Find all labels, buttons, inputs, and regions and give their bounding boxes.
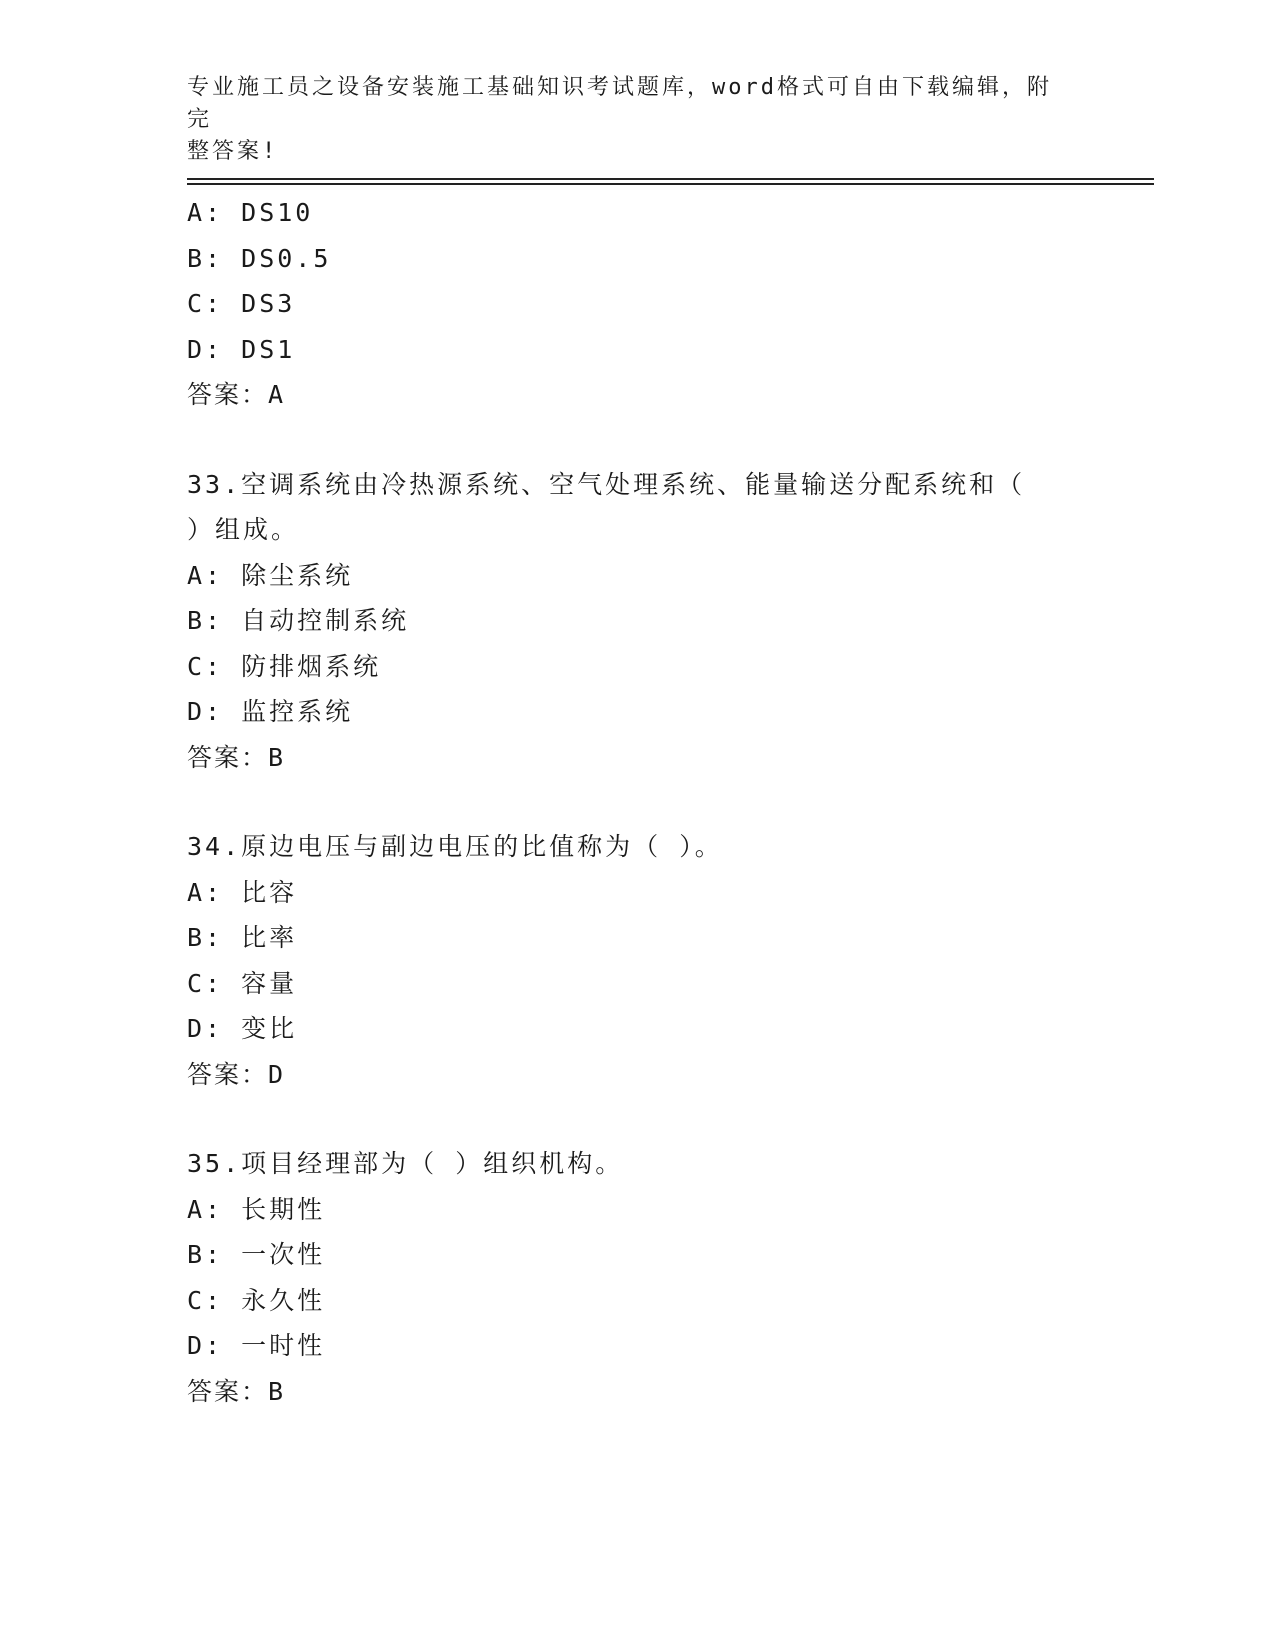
header-rule-bottom xyxy=(187,183,1154,185)
header-line-2: 整答案! xyxy=(187,139,279,164)
option-c: C: 永久性 xyxy=(187,1285,326,1315)
question-block-35 xyxy=(187,1141,1087,1414)
option-b: B: 比率 xyxy=(187,923,298,952)
option-d: D: DS1 xyxy=(187,334,296,364)
question-block-34 xyxy=(187,824,1087,1097)
option-d: D: 变比 xyxy=(187,1014,298,1043)
question-block-33 xyxy=(187,462,1087,781)
option-a: A: 长期性 xyxy=(187,1194,326,1224)
answer-line: 答案：B xyxy=(187,742,286,772)
question-text-line-2: ）组成。 xyxy=(187,515,300,544)
answer-line: 答案：B xyxy=(187,1376,286,1406)
option-a: A: 比容 xyxy=(187,877,298,907)
question-text-line-1: 35.项目经理部为（ ）组织机构。 xyxy=(187,1149,624,1178)
option-c: C: 容量 xyxy=(187,968,298,998)
question-list xyxy=(187,190,1087,1458)
question-block-32 xyxy=(187,190,1087,418)
option-d: D: 一时性 xyxy=(187,1331,326,1360)
option-c: C: DS3 xyxy=(187,289,296,318)
option-b: B: DS0.5 xyxy=(187,243,332,273)
option-b: B: 一次性 xyxy=(187,1240,326,1269)
header-line-1: 专业施工员之设备安装施工基础知识考试题库，word格式可自由下载编辑，附完 xyxy=(187,75,1052,132)
option-a: A: 除尘系统 xyxy=(187,560,354,590)
document-header xyxy=(187,72,1067,168)
answer-line: 答案：A xyxy=(187,380,286,409)
answer-line: 答案：D xyxy=(187,1059,286,1089)
question-text-line-1: 34.原边电压与副边电压的比值称为（ ）。 xyxy=(187,832,723,861)
option-a: A: DS10 xyxy=(187,198,314,227)
header-rule-top xyxy=(187,178,1154,180)
option-d: D: 监控系统 xyxy=(187,697,354,726)
question-text-line-1: 33.空调系统由冷热源系统、空气处理系统、能量输送分配系统和（ xyxy=(187,469,1026,499)
option-b: B: 自动控制系统 xyxy=(187,606,410,635)
option-c: C: 防排烟系统 xyxy=(187,651,382,681)
